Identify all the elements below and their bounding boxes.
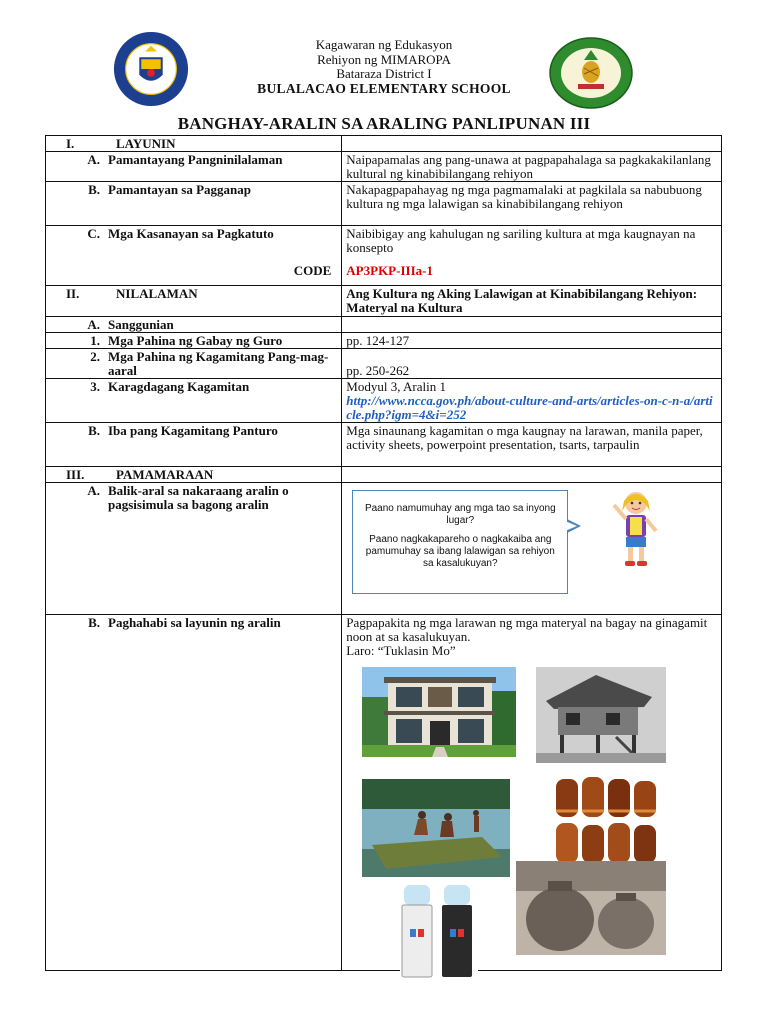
- value-pamantayan-pagganap: Nakapagpapahayag ng mga pagmamalaki at pagkilala sa nabubuong kultura ng mga lalawigan sa kinabibilangang rehiyon: [342, 182, 722, 226]
- value-nilalaman: Ang Kultura ng Aking Lalawigan at Kinabibilangang Rehiyon: Materyal na Kultura: [342, 286, 722, 317]
- value-karagdagang-kagamitan: Modyul 3, Aralin 1 http://www.ncca.gov.ph/about-culture-and-arts/articles-on-c-n-a/article.php?igm=4&i=252: [342, 379, 722, 423]
- grilled-food-image: [548, 771, 664, 875]
- section-pamamaraan: III. PAMAMARAAN: [46, 467, 342, 483]
- table-row: [46, 182, 722, 226]
- header-text: [0, 38, 768, 96]
- speech-bubble: [352, 490, 568, 594]
- bubble-question-1: Paano namumuhay ang mga tao sa inyong lugar?: [364, 503, 556, 526]
- section-nilalaman: II. NILALAMAN: [46, 286, 342, 317]
- laro-text: Laro: “Tuklasin Mo”: [346, 643, 456, 658]
- value-kagamitang-mag-aaral: pp. 250-262: [342, 349, 722, 379]
- header-line-3: Bataraza District I: [336, 66, 432, 81]
- school-seal-icon: [548, 36, 634, 110]
- girl-cartoon-icon: [608, 487, 664, 571]
- reference-link[interactable]: http://www.ncca.gov.ph/about-culture-and-arts/articles-on-c-n-a/article.php?igm=4&i=252: [346, 393, 713, 422]
- table-row: [46, 423, 722, 467]
- lesson-plan-table: [45, 135, 722, 971]
- label-karagdagang-kagamitan: 3. Karagdagang Kagamitan: [46, 379, 342, 423]
- table-row: [46, 136, 722, 152]
- value-pamantayang-pangnilalaman: Naipapamalas ang pang-unawa at pagpapahalaga sa pagkakakilanlang kultural ng kinabibilangang rehiyon: [342, 152, 722, 182]
- table-row: [46, 379, 722, 423]
- value-balik-aral: [342, 483, 722, 615]
- label-kagamitang-mag-aaral: 2. Mga Pahina ng Kagamitang Pang-mag-aaral: [46, 349, 342, 379]
- table-row: [46, 483, 722, 615]
- bubble-tail: [567, 519, 581, 533]
- clay-jars-image: [516, 861, 666, 955]
- label-sanggunian: A. Sanggunian: [46, 317, 342, 333]
- label-balik-aral: A. Balik-aral sa nakaraang aralin o pagsisimula sa bagong aralin: [46, 483, 342, 615]
- section-layunin: I. LAYUNIN: [46, 136, 342, 152]
- label-pamantayang-pangnilalaman: A. Pamantayang Pangninilalaman: [46, 152, 342, 182]
- code-label: CODE: [293, 263, 332, 278]
- value-iba-pang-kagamitan: Mga sinaunang kagamitan o mga kaugnay na larawan, manila paper, activity sheets, powerpoint presentation, tsarts, tarpaulin: [342, 423, 722, 467]
- value-paghahabi: [342, 615, 722, 971]
- table-row: [46, 349, 722, 379]
- table-row: [46, 317, 722, 333]
- label-kasanayan: C. Mga Kasanayan sa Pagkatuto CODE: [46, 226, 342, 286]
- kasanayan-text: Naibibigay ang kahulugan ng sariling kultura at mga kaugnayan na konsepto: [346, 226, 696, 255]
- code-value: AP3PKP-IIIa-1: [346, 263, 433, 278]
- header-line-1: Kagawaran ng Edukasyon: [315, 37, 453, 52]
- table-row: [46, 286, 722, 317]
- modern-house-image: [362, 667, 516, 757]
- table-row: [46, 615, 722, 971]
- water-dispensers-image: [400, 885, 478, 981]
- table-row: [46, 226, 722, 286]
- label-pamantayan-pagganap: B. Pamantayan sa Pagganap: [46, 182, 342, 226]
- paghahabi-text: Pagpapakita ng mga larawan ng mga materyal na bagay na ginagamit noon at sa kasalukuyan.: [346, 615, 708, 644]
- label-paghahabi: B. Paghahabi sa layunin ng aralin: [46, 615, 342, 971]
- header-line-2: Rehiyon ng MIMAROPA: [317, 51, 451, 67]
- label-iba-pang-kagamitan: B. Iba pang Kagamitang Panturo: [46, 423, 342, 467]
- value-gabay-guro: pp. 124-127: [342, 333, 722, 349]
- lesson-plan-title: BANGHAY-ARALIN SA ARALING PANLIPUNAN III: [177, 114, 591, 133]
- school-name: BULALACAO ELEMENTARY SCHOOL: [257, 80, 511, 96]
- bubble-question-2: Paano nagkakapareho o nagkakaiba ang pamumuhay sa ibang lalawigan sa rehiyon sa kasalukuyan?: [365, 534, 555, 569]
- table-row: [46, 467, 722, 483]
- document-header: [0, 0, 768, 110]
- value-kasanayan: [342, 226, 722, 286]
- label-gabay-guro: 1. Mga Pahina ng Gabay ng Guro: [46, 333, 342, 349]
- bamboo-raft-image: [362, 779, 510, 877]
- nipa-hut-image: [536, 667, 666, 763]
- table-row: [46, 333, 722, 349]
- table-row: [46, 152, 722, 182]
